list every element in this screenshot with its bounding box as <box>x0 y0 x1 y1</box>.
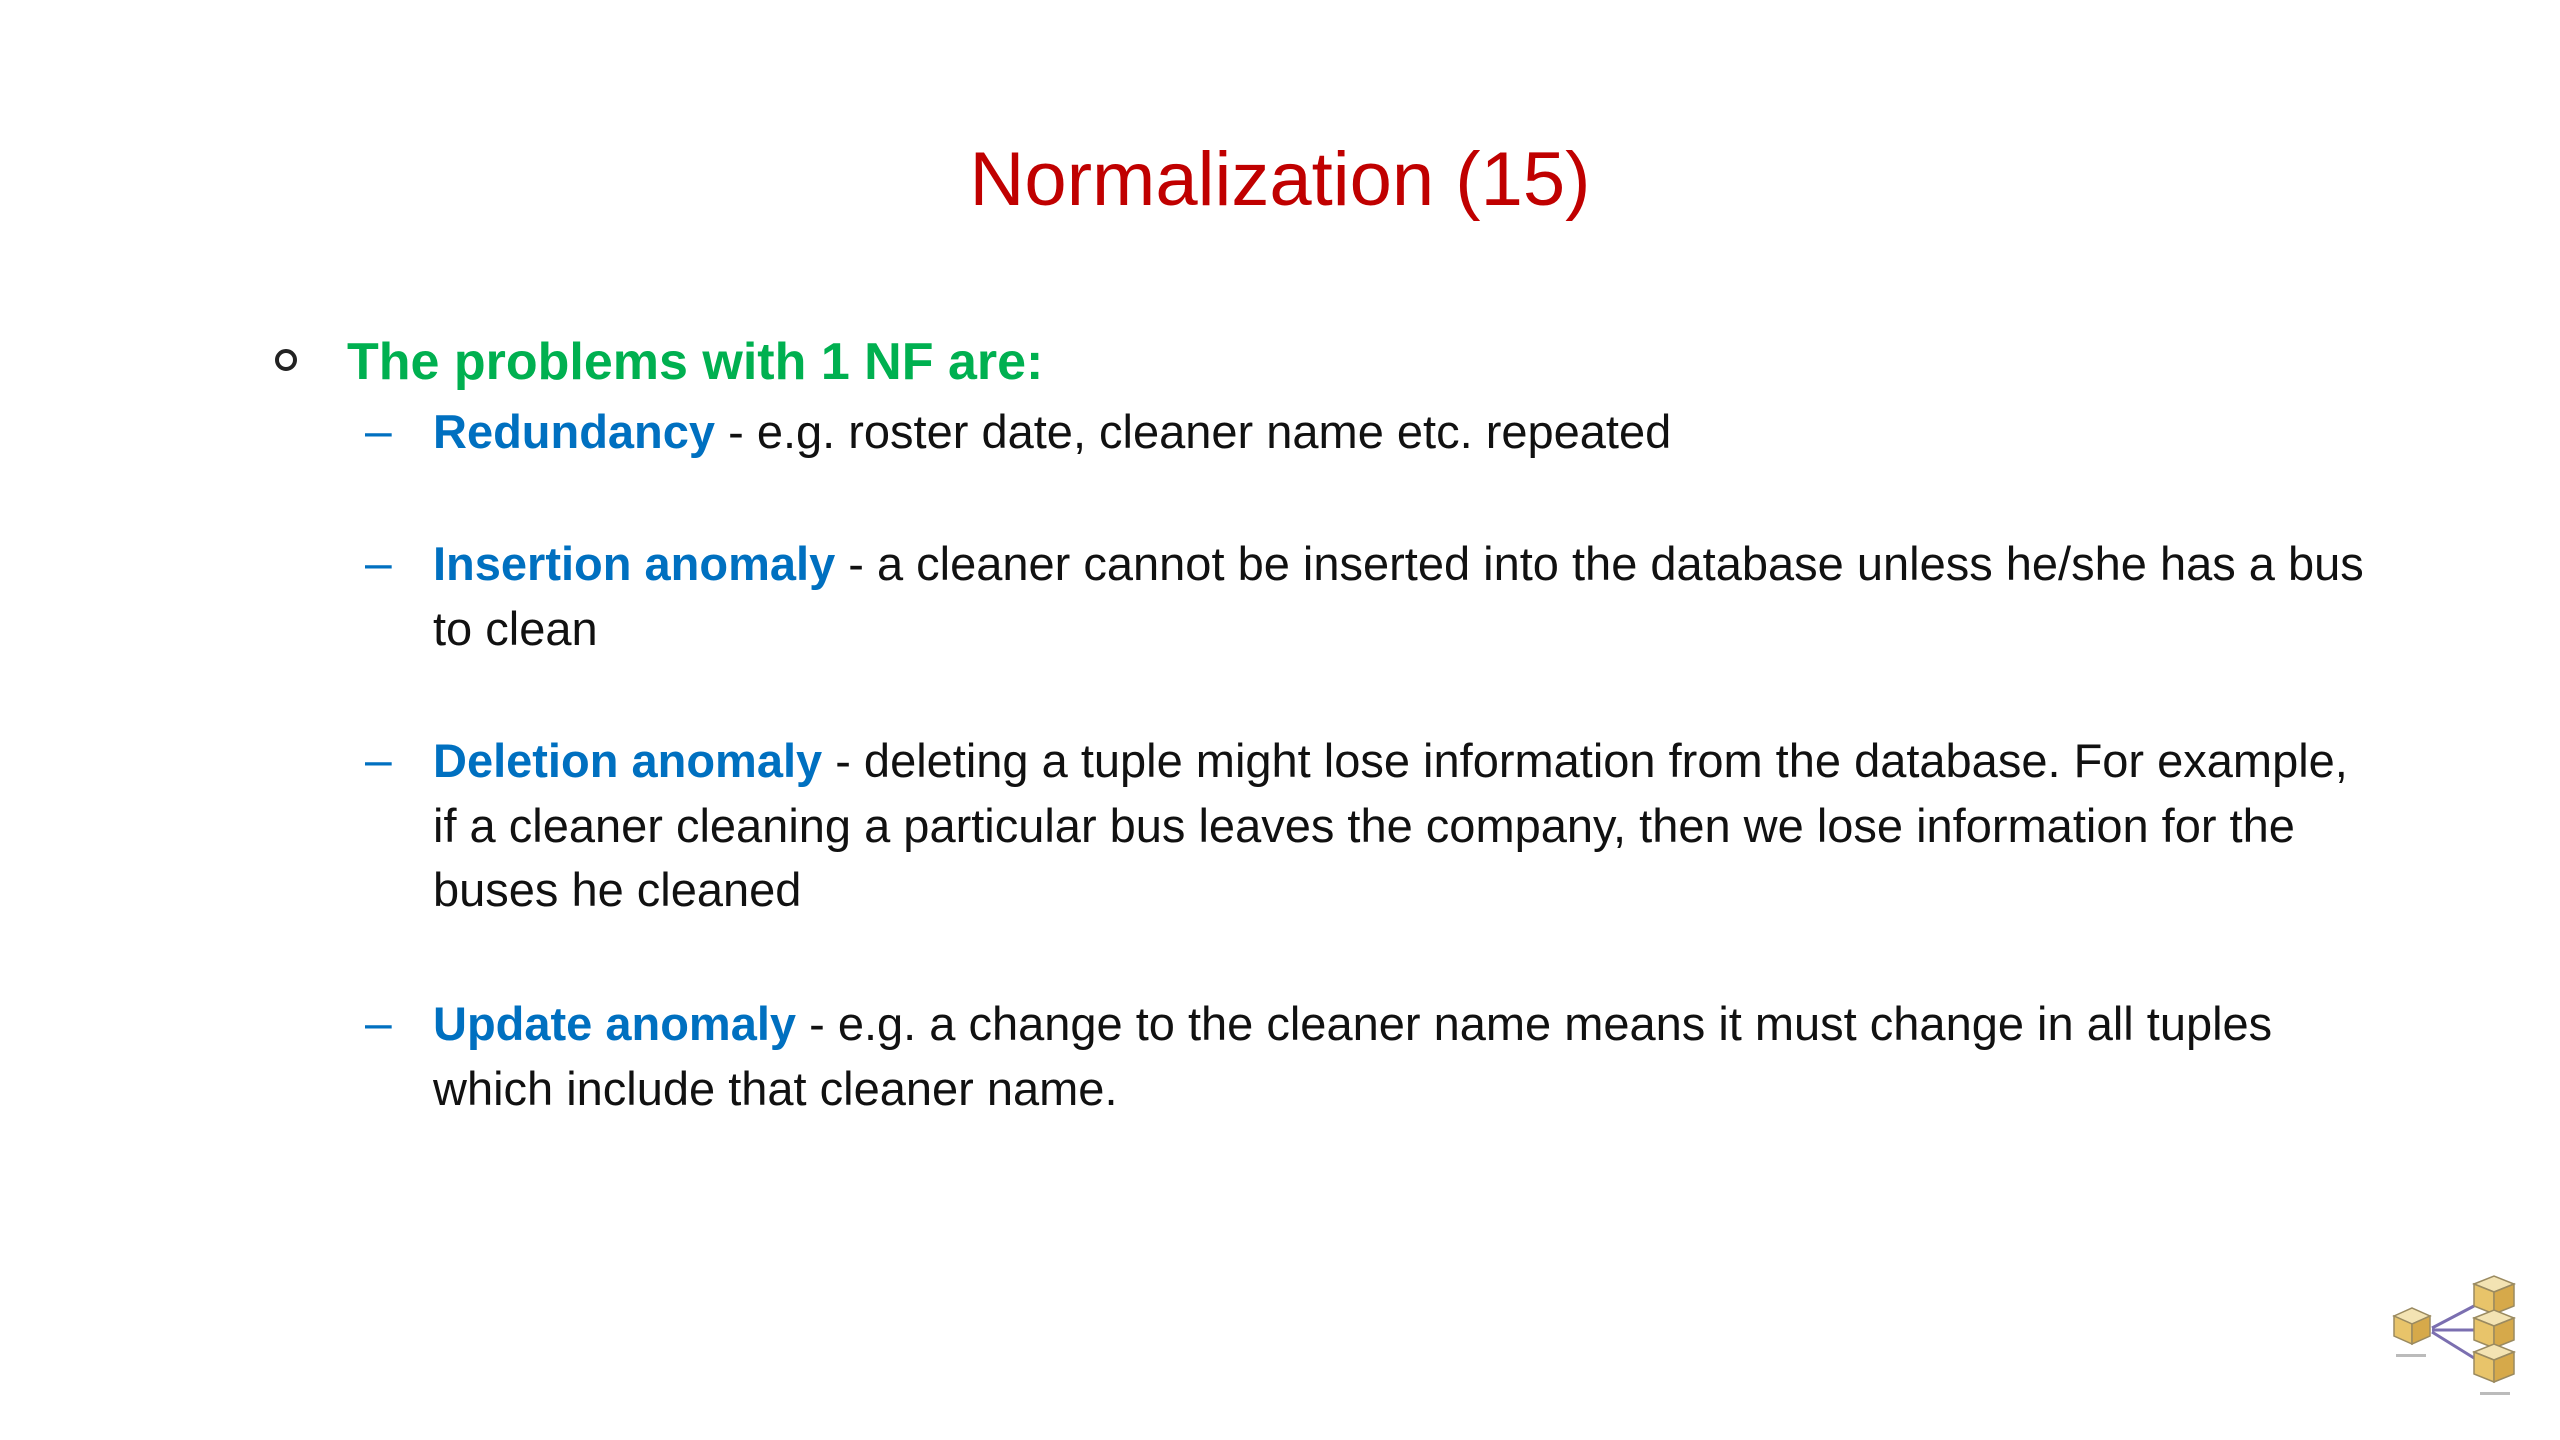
list-item-text <box>433 992 2375 1121</box>
list-item-term: Update anomaly <box>433 997 797 1050</box>
main-bullet <box>275 322 2375 402</box>
list-item-term: Redundancy <box>433 405 716 458</box>
dash-bullet-icon: – <box>365 405 392 458</box>
list-item-description: - deleting a tuple might lose information from the database. For example, if a cleaner cleaning a particular bus leaves the company, then we lose information for the buses he cleaned <box>433 734 2348 916</box>
list-item-description: - e.g. roster date, cleaner name etc. repeated <box>715 405 1672 458</box>
dash-bullet-icon: – <box>365 734 392 787</box>
list-item-term: Deletion anomaly <box>433 734 823 787</box>
list-item-text <box>433 400 2375 465</box>
list-item-description: - e.g. a change to the cleaner name means it must change in all tuples which include that cleaner name. <box>433 997 2273 1115</box>
list-item-text <box>433 729 2375 923</box>
list-item-text <box>433 532 2375 661</box>
dash-bullet-icon: – <box>365 537 392 590</box>
list-item-term: Insertion anomaly <box>433 537 836 590</box>
main-bullet-text: The problems with 1 NF are: <box>347 333 1044 391</box>
data-cubes-logo-icon <box>2388 1268 2528 1408</box>
dash-bullet-icon: – <box>365 997 392 1050</box>
list-item-description: - a cleaner cannot be inserted into the database unless he/she has a bus to clean <box>433 537 2364 655</box>
slide-title: Normalization (15) <box>969 137 1591 222</box>
circle-bullet-icon <box>275 349 297 371</box>
